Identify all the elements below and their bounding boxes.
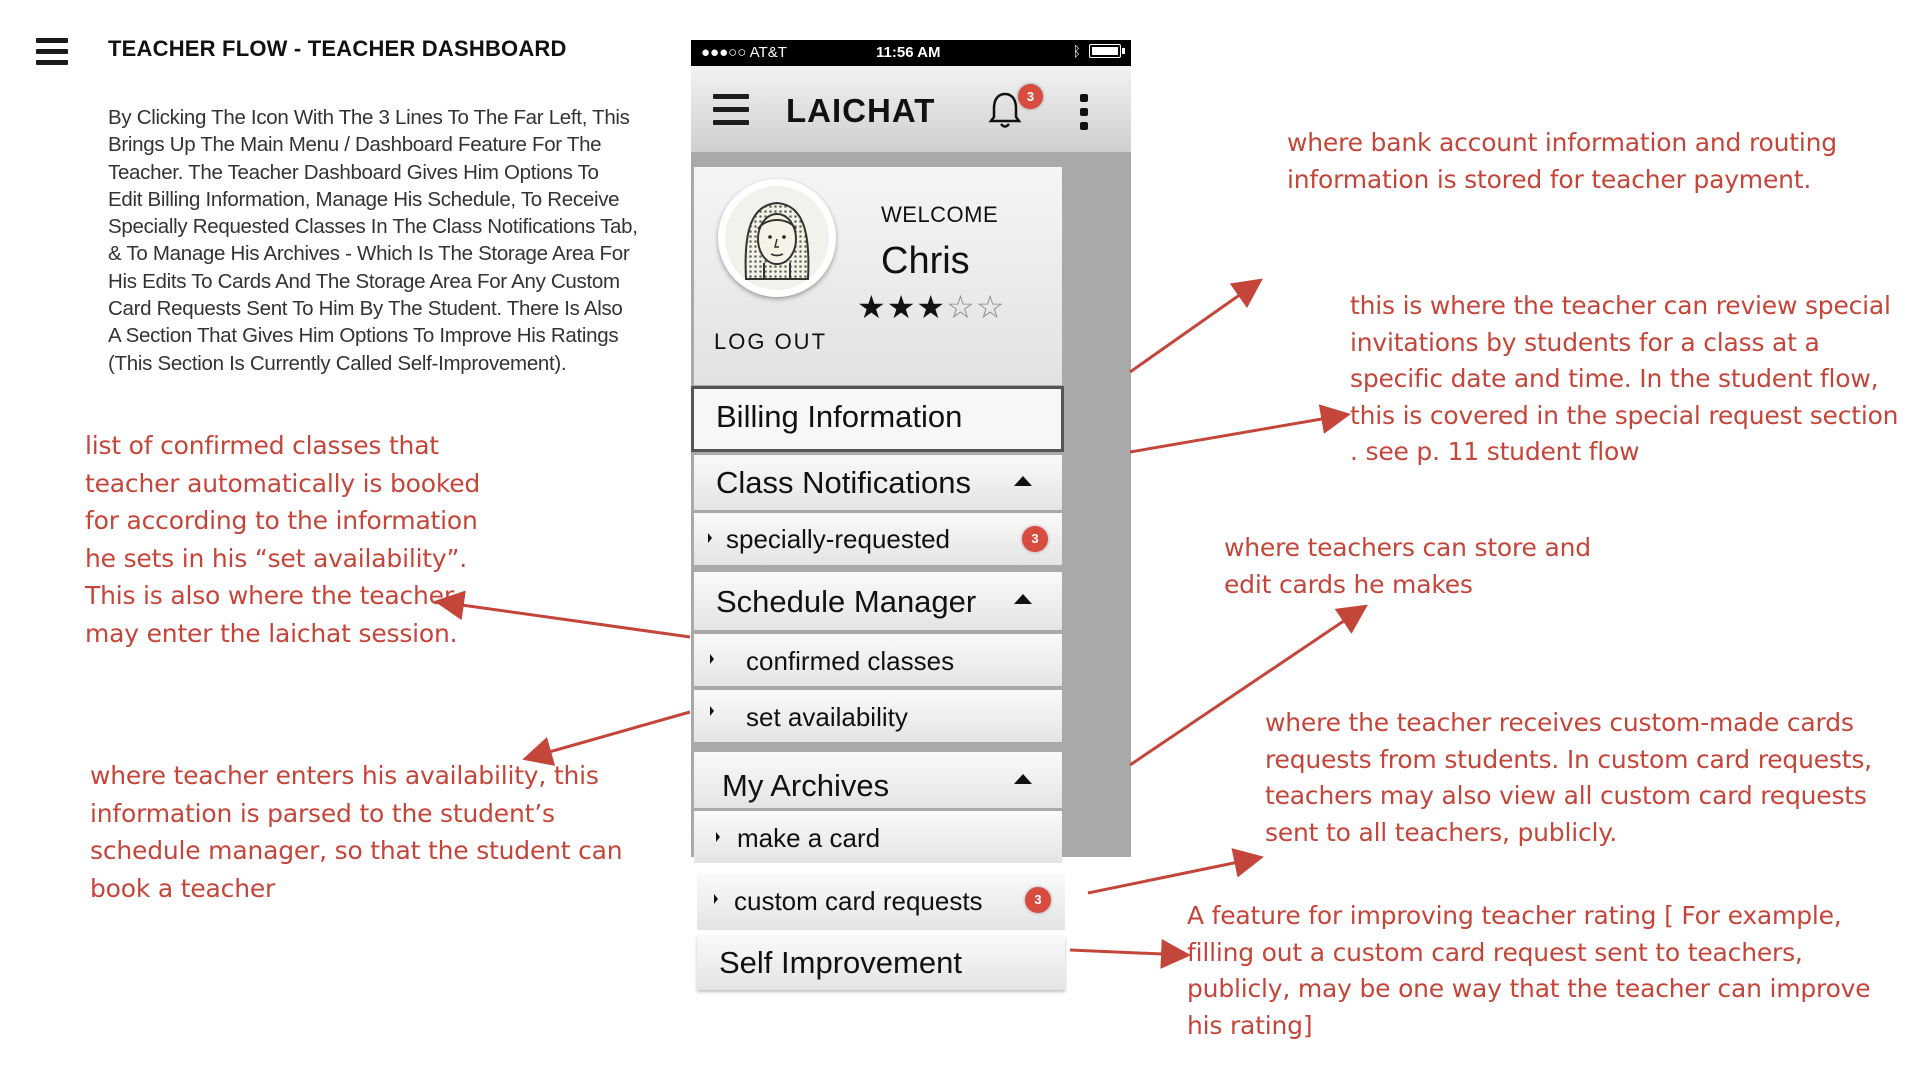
welcome-label: WELCOME: [881, 202, 999, 227]
set-availability-label: set availability: [746, 702, 908, 732]
arrow-cards: [1130, 608, 1363, 765]
clock-label: 11:56 AM: [876, 44, 941, 61]
specially-requested-label: specially-requested: [726, 524, 951, 554]
schedule-manager-label: Schedule Manager: [716, 584, 977, 619]
availability-annotation: where teacher enters his availability, this information is parsed to the student’s schedule manager, so that the student can book a teacher: [90, 761, 623, 903]
custom-requests-annotation: where the teacher receives custom-made cards requests from students. In custom card requests, teachers may also view all custom card requests sent to all teachers, publicly.: [1265, 708, 1872, 847]
self-improvement-annotation: A feature for improving teacher rating [ For example, filling out a custom card request sent to teachers, publicly, may be one way that the teacher can improve his rating]: [1187, 901, 1871, 1040]
custom-card-requests-badge: 3: [1025, 887, 1051, 913]
arrow-billing: [1130, 282, 1258, 372]
notification-badge: 3: [1018, 84, 1043, 109]
arrow-availability: [528, 712, 690, 758]
arrow-custom: [1088, 858, 1258, 893]
filled-stars: ★★★: [857, 289, 947, 325]
special-request-annotation: this is where the teacher can review special invitations by students for a class at a specific date and time. In the student flow, this is covered in the special request section . see p. 11 student flow: [1350, 291, 1899, 466]
app-title: LAICHAT: [786, 92, 936, 129]
arrow-improve: [1070, 950, 1185, 955]
slide-description: By Clicking The Icon With The 3 Lines To The Far Left, This Brings Up The Main Menu / Dashboard Feature For The Teacher. The Teacher Dashboard Gives Him Options To Edit Billing Information, Manage His Schedule, To Receive Specially Requested Classes In The Class Notifications Tab, & To Manage His Archives - Which Is The Storage Area For His Edits To Cards And The Storage Area For Any Custom Card Requests Sent To Him By The Student. There Is Also A Section That Gives Him Options To Improve His Ratings (This Section Is Currently Called Self-Improvement).: [108, 106, 638, 375]
carrier-label: ●●●○○ AT&T: [701, 44, 787, 61]
confirmed-classes-label: confirmed classes: [746, 646, 955, 676]
class-notifications-label: Class Notifications: [716, 465, 971, 500]
specially-requested-badge: 3: [1022, 526, 1048, 552]
self-improvement-label: Self Improvement: [719, 945, 962, 980]
confirmed-classes-annotation: list of confirmed classes that teacher automatically is booked for according to the information he sets in his “set availability”. This is also where the teacher may enter the laichat session.: [85, 431, 481, 648]
make-a-card-label: make a card: [737, 823, 881, 853]
billing-label: Billing Information: [716, 399, 963, 434]
custom-card-requests-label: custom card requests: [734, 886, 983, 916]
bluetooth-icon: ᛒ: [1072, 43, 1081, 59]
arrow-special: [1130, 415, 1345, 452]
teacher-name: Chris: [881, 240, 970, 282]
billing-annotation: where bank account information and routing information is stored for teacher payment.: [1287, 128, 1837, 194]
slide-title: TEACHER FLOW - TEACHER DASHBOARD: [108, 36, 567, 61]
empty-stars: ☆☆: [946, 289, 1006, 325]
logout-button[interactable]: LOG OUT: [714, 329, 828, 354]
my-archives-label: My Archives: [722, 768, 890, 803]
cards-annotation: where teachers can store and edit cards he makes: [1224, 533, 1591, 599]
arrow-confirmed: [440, 602, 690, 637]
